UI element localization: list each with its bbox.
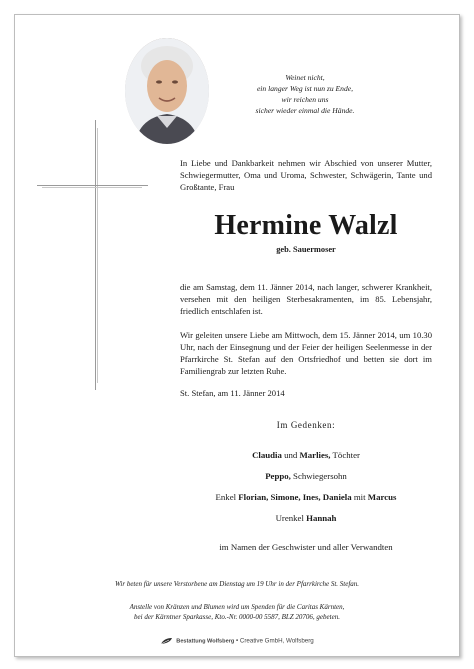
leaf-logo-icon xyxy=(160,637,174,645)
deceased-name: Hermine Walzl xyxy=(214,210,398,241)
mourner-line-son-in-law xyxy=(160,471,452,481)
mourner-connector: und xyxy=(281,450,300,460)
portrait-photo xyxy=(125,38,209,144)
poem-line: wir reichen uns xyxy=(281,95,329,104)
place-date: St. Stefan, am 11. Jänner 2014 xyxy=(180,388,285,398)
mourner-role: Urenkel xyxy=(275,513,307,523)
credit-brand: Bestattung Wolfsberg xyxy=(176,638,235,645)
funeral-notice: Wir geleiten unsere Liebe am Mittwoch, dem 15. Jänner 2014, um 10.30 Uhr, nach der Einsegnung und der Feier der heiligen Seelenmesse in der Pfarrkirche St. Stefan auf den Ortsfriedhof und betten sie dort im Familiengrab zur letzten Ruhe. xyxy=(180,330,432,376)
poem xyxy=(240,72,370,116)
mourner-role: Schwiegersohn xyxy=(290,471,347,481)
portrait-image xyxy=(125,38,209,144)
cross-vertical-line xyxy=(95,120,96,390)
maiden-name: geb. Sauermoser xyxy=(276,245,336,254)
undertaker-credit xyxy=(30,637,444,645)
mourner-name: Claudia xyxy=(252,450,282,460)
prayer-notice: Wir beten für unsere Verstorbene am Dienstag um 19 Uhr in der Pfarrkirche St. Stefan. xyxy=(114,580,360,588)
mourner-role: Töchter xyxy=(330,450,360,460)
credit-text: • Creative GmbH, Wolfsberg xyxy=(234,637,314,645)
memory-heading: Im Gedenken: xyxy=(276,420,336,430)
mourner-name: Peppo, xyxy=(265,471,291,481)
death-notice: die am Samstag, dem 11. Jänner 2014, nach langer, schwerer Krankheit, versehen mit den heiligen Sterbesakramenten, im 85. Lebensjahr, friedlich entschlafen ist. xyxy=(180,282,432,316)
mourner-line-relatives: im Namen der Geschwister und aller Verwandten xyxy=(219,542,393,552)
mourner-line-grandchildren xyxy=(160,492,452,502)
donation-line: bei der Kärntner Sparkasse, Kto.-Nr. 0000-00 5587, BLZ 20706, gebeten. xyxy=(134,613,340,621)
cross-vertical-shadow xyxy=(97,128,98,383)
mourner-name: Marlies, xyxy=(299,450,331,460)
mourner-role: Enkel xyxy=(215,492,239,502)
mourner-name: Marcus xyxy=(367,492,397,502)
cross-horizontal-shadow xyxy=(42,187,142,188)
poem-line: ein langer Weg ist nun zu Ende, xyxy=(256,84,354,93)
mourner-line-great-grandchild xyxy=(160,513,452,523)
mourner-line-daughters xyxy=(160,450,452,460)
mourner-connector: mit xyxy=(351,492,368,502)
donation-line: Anstelle von Kränzen und Blumen wird um Spenden für die Caritas Kärnten, xyxy=(129,603,345,611)
mourner-name: Florian, Simone, Ines, Daniela xyxy=(238,492,352,502)
mourner-name: Hannah xyxy=(306,513,337,523)
intro-text: In Liebe und Dankbarkeit nehmen wir Abschied von unserer Mutter, Schwiegermutter, Oma und Uroma, Schwester, Schwägerin, Tante und Großtante, Frau xyxy=(180,158,432,192)
donation-notice xyxy=(30,602,444,622)
cross-horizontal-line xyxy=(37,185,148,186)
poem-line: Weinet nicht, xyxy=(285,73,325,82)
poem-line: sicher wieder einmal die Hände. xyxy=(255,106,355,115)
